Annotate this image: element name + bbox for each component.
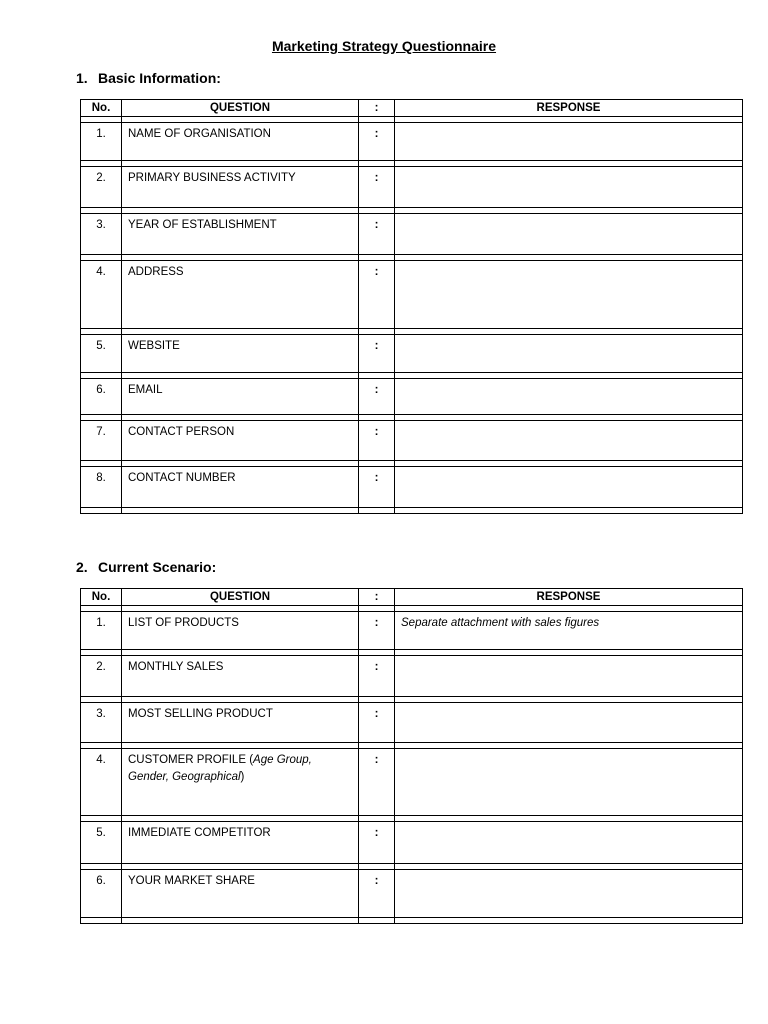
response-field[interactable] (395, 335, 743, 373)
response-field[interactable] (395, 421, 743, 461)
row-number: 6. (81, 379, 122, 415)
separator-cell: : (359, 167, 395, 208)
row-number: 3. (81, 214, 122, 255)
section-heading-current-scenario (76, 559, 216, 575)
question-cell (122, 870, 359, 918)
question-text: LIST OF PRODUCTS (128, 617, 239, 629)
basic-information-table (80, 99, 743, 514)
current-scenario-table (80, 588, 743, 924)
question-cell (122, 261, 359, 329)
question-text: YOUR MARKET SHARE (128, 875, 255, 887)
table-row (81, 421, 743, 461)
table-row (81, 870, 743, 918)
table-row (81, 822, 743, 864)
row-number: 8. (81, 467, 122, 508)
response-field[interactable] (395, 214, 743, 255)
row-number: 6. (81, 870, 122, 918)
separator-cell: : (359, 335, 395, 373)
header-no: No. (81, 100, 122, 117)
separator-cell: : (359, 123, 395, 161)
question-cell (122, 703, 359, 743)
separator-cell: : (359, 703, 395, 743)
question-text: WEBSITE (128, 340, 180, 352)
separator-cell: : (359, 467, 395, 508)
row-spacer (81, 508, 743, 514)
question-cell (122, 214, 359, 255)
question-cell (122, 656, 359, 697)
row-spacer (81, 918, 743, 924)
response-field[interactable] (395, 822, 743, 864)
question-text: YEAR OF ESTABLISHMENT (128, 219, 277, 231)
question-detail: Age Group, Gender, Geographical (128, 754, 312, 783)
table-row (81, 335, 743, 373)
header-response: RESPONSE (395, 589, 743, 606)
table-row (81, 379, 743, 415)
response-field[interactable] (395, 656, 743, 697)
table-row (81, 214, 743, 255)
question-cell (122, 123, 359, 161)
question-cell (122, 467, 359, 508)
question-text: MOST SELLING PRODUCT (128, 708, 273, 720)
table-header-row (81, 100, 743, 117)
question-cell (122, 749, 359, 816)
table-row (81, 123, 743, 161)
row-number: 4. (81, 261, 122, 329)
table-row (81, 749, 743, 816)
section-heading-basic-information (76, 70, 221, 86)
separator-cell: : (359, 822, 395, 864)
section-number: 1. (76, 70, 88, 86)
table-row (81, 703, 743, 743)
row-number: 7. (81, 421, 122, 461)
table-header-row (81, 589, 743, 606)
row-number: 2. (81, 167, 122, 208)
question-text: MONTHLY SALES (128, 661, 224, 673)
separator-cell: : (359, 379, 395, 415)
question-cell (122, 335, 359, 373)
header-question: QUESTION (122, 589, 359, 606)
separator-cell: : (359, 656, 395, 697)
row-number: 5. (81, 335, 122, 373)
row-number: 2. (81, 656, 122, 697)
row-number: 5. (81, 822, 122, 864)
question-text: ADDRESS (128, 266, 184, 278)
response-field[interactable]: Separate attachment with sales figures (395, 612, 743, 650)
question-cell (122, 822, 359, 864)
question-tail: ) (240, 771, 245, 783)
header-no: No. (81, 589, 122, 606)
row-number: 1. (81, 123, 122, 161)
response-field[interactable] (395, 261, 743, 329)
separator-cell: : (359, 421, 395, 461)
question-text: PRIMARY BUSINESS ACTIVITY (128, 172, 296, 184)
question-text: EMAIL (128, 384, 163, 396)
separator-cell: : (359, 870, 395, 918)
header-separator: : (359, 589, 395, 606)
question-text: CONTACT NUMBER (128, 472, 236, 484)
response-field[interactable] (395, 123, 743, 161)
question-text: CUSTOMER PROFILE ( (128, 754, 254, 766)
question-cell (122, 167, 359, 208)
section-title: Current Scenario: (98, 559, 217, 575)
separator-cell: : (359, 261, 395, 329)
response-field[interactable] (395, 379, 743, 415)
separator-cell: : (359, 749, 395, 816)
section-number: 2. (76, 559, 88, 575)
table-row (81, 467, 743, 508)
separator-cell: : (359, 612, 395, 650)
header-response: RESPONSE (395, 100, 743, 117)
table-row (81, 656, 743, 697)
row-number: 1. (81, 612, 122, 650)
question-text: CONTACT PERSON (128, 426, 235, 438)
response-field[interactable] (395, 467, 743, 508)
header-separator: : (359, 100, 395, 117)
document-title: Marketing Strategy Questionnaire (271, 38, 497, 54)
separator-cell: : (359, 214, 395, 255)
response-field[interactable] (395, 749, 743, 816)
row-number: 4. (81, 749, 122, 816)
question-cell (122, 612, 359, 650)
question-text: NAME OF ORGANISATION (128, 128, 271, 140)
question-text: IMMEDIATE COMPETITOR (128, 827, 271, 839)
section-title: Basic Information: (98, 70, 221, 86)
table-row (81, 261, 743, 329)
table-row (81, 167, 743, 208)
response-field[interactable] (395, 703, 743, 743)
row-number: 3. (81, 703, 122, 743)
response-field[interactable] (395, 167, 743, 208)
response-field[interactable] (395, 870, 743, 918)
question-cell (122, 421, 359, 461)
table-row (81, 612, 743, 650)
question-cell (122, 379, 359, 415)
header-question: QUESTION (122, 100, 359, 117)
